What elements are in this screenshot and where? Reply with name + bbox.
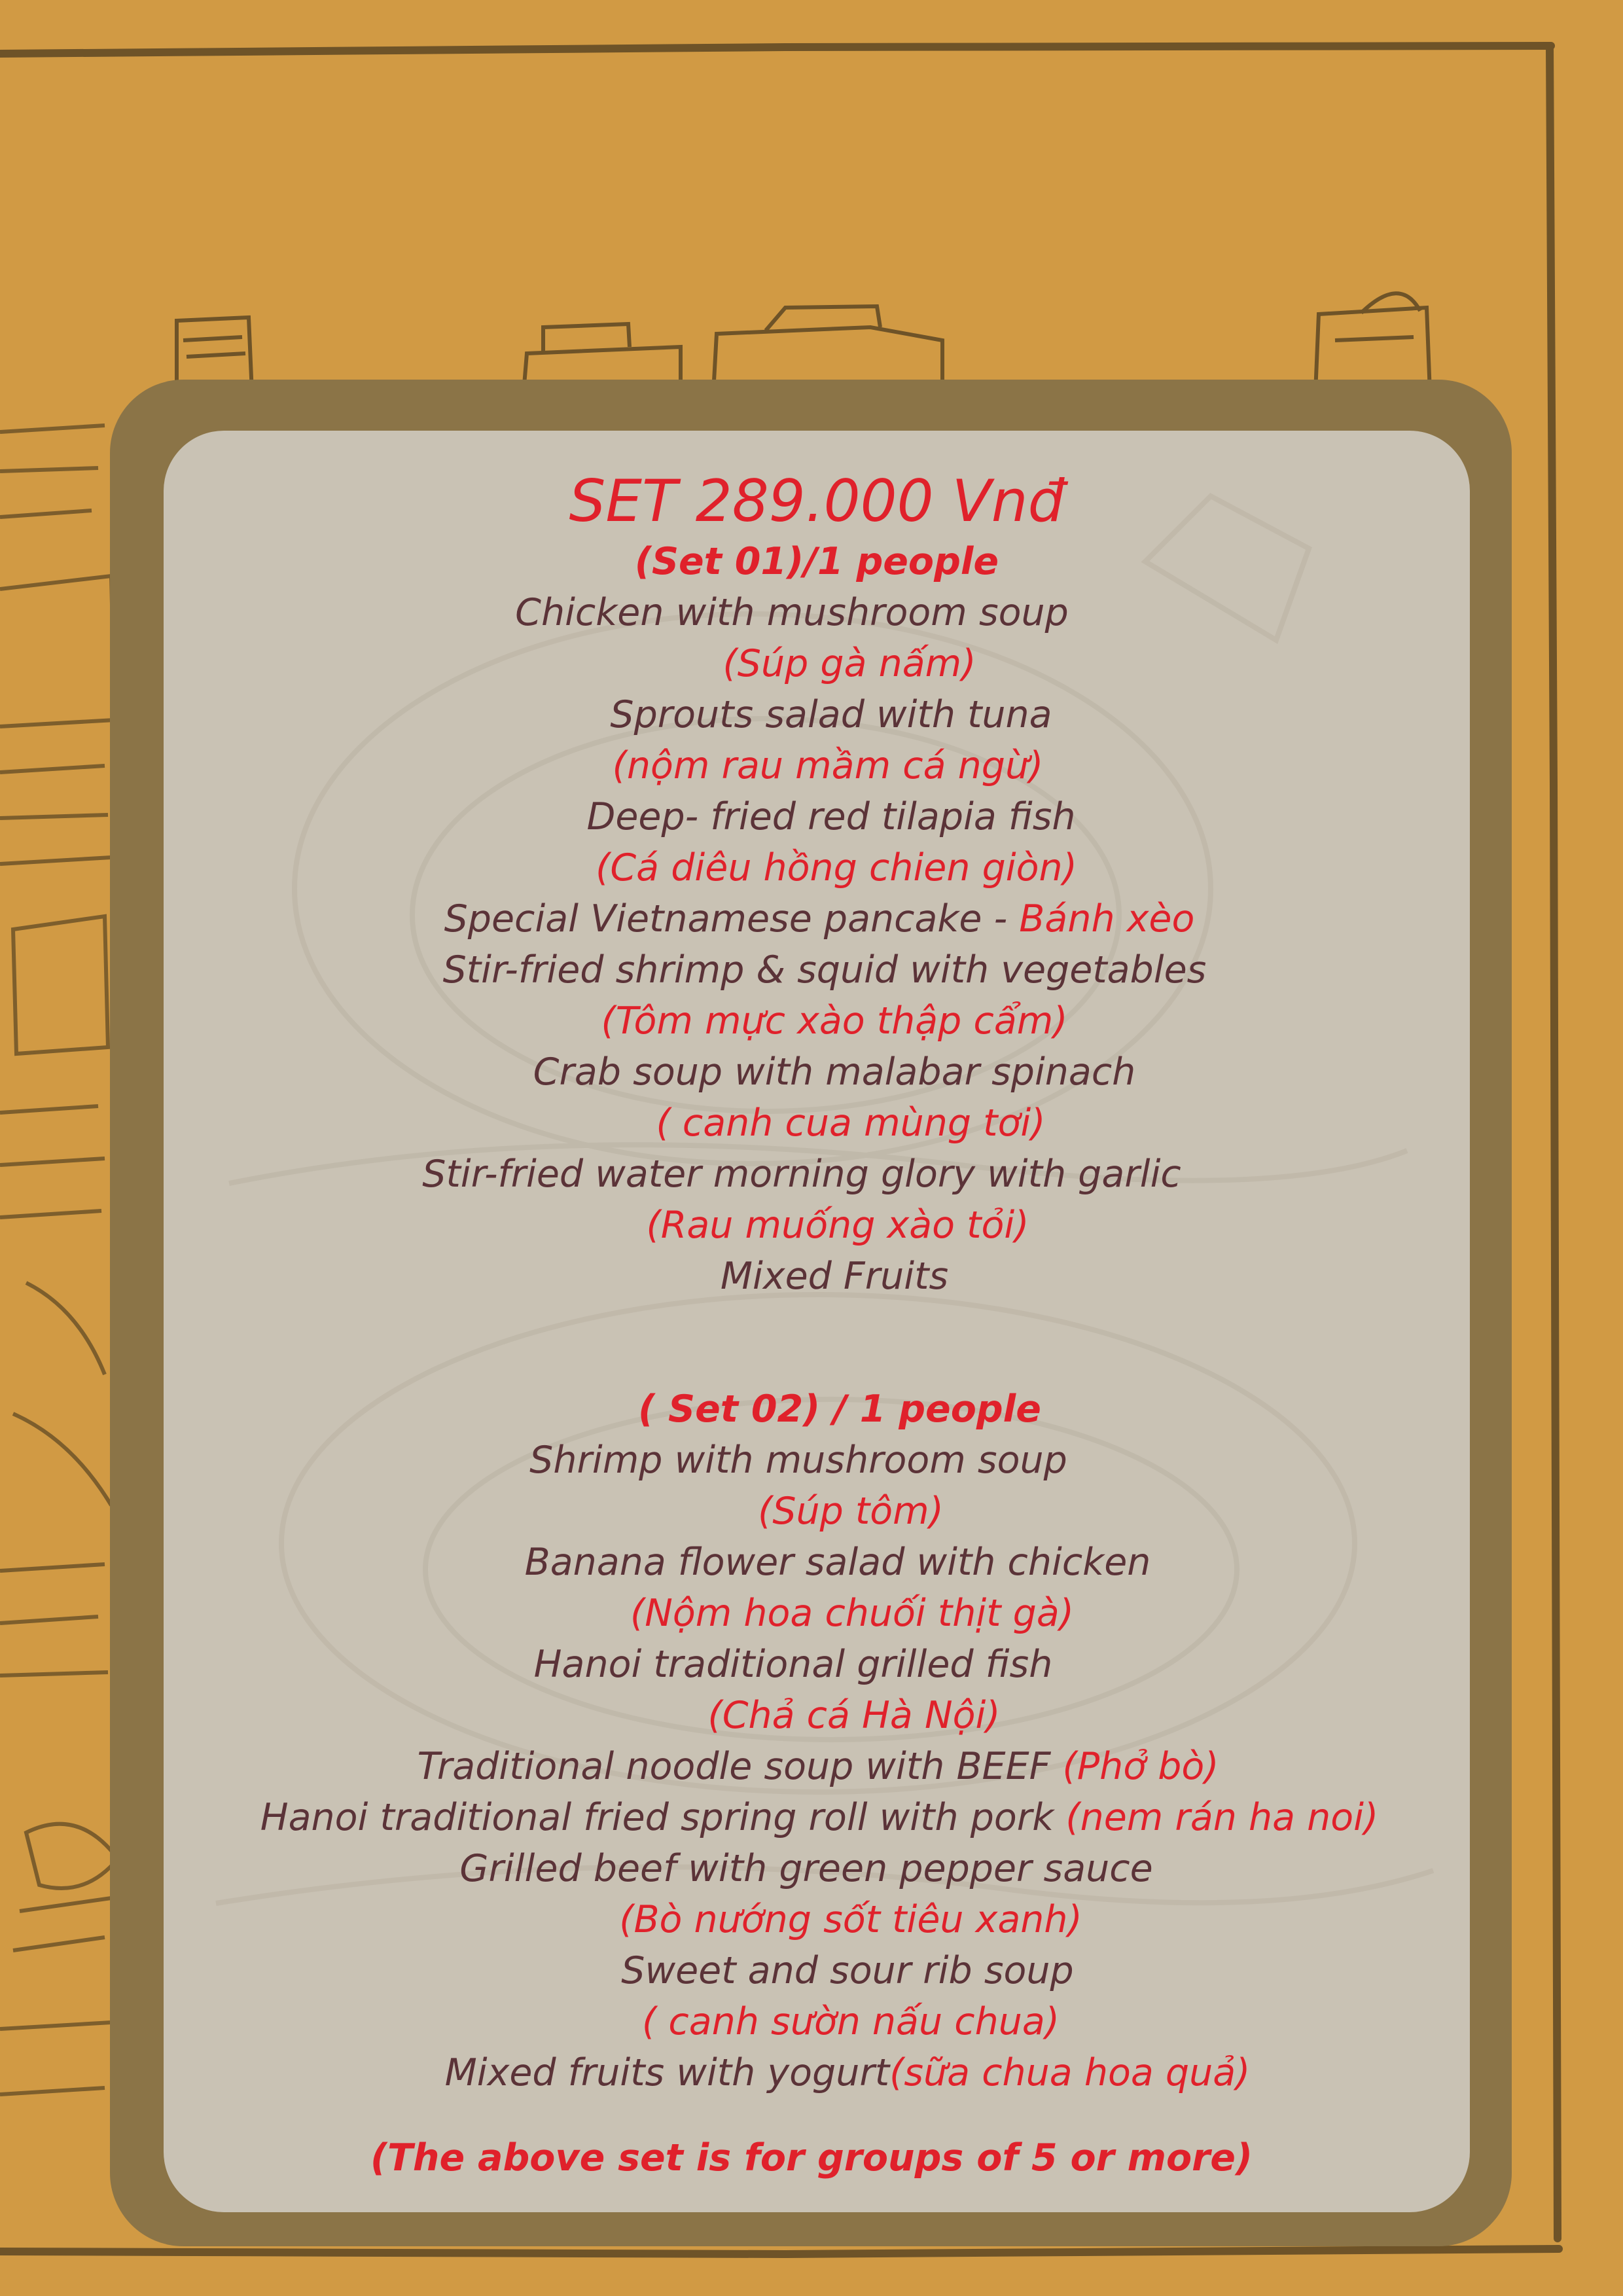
set2-dish-7-vi: ( canh sườn nấu chua) xyxy=(642,2000,1060,2043)
set2-dessert xyxy=(445,2050,1251,2096)
set2-dessert-vi: (sữa chua hoa quả) xyxy=(889,2051,1251,2094)
set2-dish-7: Sweet and sour rib soup xyxy=(621,1949,1074,1992)
set2-pho xyxy=(417,1744,1219,1789)
set2-pho-vi: (Phở bò) xyxy=(1062,1745,1219,1788)
set1-dish-7-vi: (Rau muống xào tỏi) xyxy=(646,1204,1029,1247)
set2-dish-6: Grilled beef with green pepper sauce xyxy=(459,1847,1153,1890)
set2-dish-2: Banana flower salad with chicken xyxy=(524,1541,1151,1584)
set2-pho-en: Traditional noodle soup with BEEF xyxy=(417,1745,1063,1788)
set2-dessert-en: Mixed fruits with yogurt xyxy=(444,2051,890,2094)
set1-dish-7: Stir-fried water morning glory with garlic xyxy=(422,1153,1181,1196)
set1-dish-5-vi: (Tôm mực xào thập cẩm) xyxy=(601,999,1068,1043)
set2-spring-roll xyxy=(260,1795,1379,1840)
set1-dish-1-vi: (Súp gà nấm) xyxy=(722,642,976,685)
set1-dish-2-vi: (nộm rau mầm cá ngừ) xyxy=(612,744,1044,787)
set2-dish-1-vi: (Súp tôm) xyxy=(758,1490,944,1533)
set2-spring-roll-vi: (nem rán ha noi) xyxy=(1065,1796,1379,1839)
set1-dish-2: Sprouts salad with tuna xyxy=(610,693,1052,736)
menu-title: SET 289.000 Vnđ xyxy=(569,467,1065,535)
group-note: (The above set is for groups of 5 or more) xyxy=(370,2136,1253,2179)
set-02-heading: ( Set 02) / 1 people xyxy=(638,1388,1041,1431)
set2-dish-2-vi: (Nộm hoa chuối thịt gà) xyxy=(630,1592,1074,1635)
set2-dish-3-vi: (Chả cá Hà Nội) xyxy=(707,1694,1001,1737)
set2-spring-roll-en: Hanoi traditional fried spring roll with pork xyxy=(260,1796,1066,1839)
set1-pancake-en: Special Vietnamese pancake - xyxy=(444,897,1020,941)
set2-dish-6-vi: (Bò nướng sốt tiêu xanh) xyxy=(619,1898,1082,1941)
menu-content xyxy=(164,431,1470,2212)
set2-dish-3: Hanoi traditional grilled fish xyxy=(533,1643,1053,1686)
set1-dish-1: Chicken with mushroom soup xyxy=(515,591,1069,634)
set-01-heading: (Set 01)/1 people xyxy=(634,540,999,583)
set2-dish-1: Shrimp with mushroom soup xyxy=(529,1439,1067,1482)
set1-dish-6-vi: ( canh cua mùng tơi) xyxy=(656,1102,1046,1145)
set1-dish-6: Crab soup with malabar spinach xyxy=(533,1050,1136,1094)
set1-dish-8: Mixed Fruits xyxy=(720,1255,949,1298)
set1-dish-3-vi: (Cá diêu hồng chien giòn) xyxy=(596,846,1077,889)
set1-dish-5: Stir-fried shrimp & squid with vegetables xyxy=(442,948,1207,992)
set1-pancake xyxy=(444,896,1195,942)
set1-dish-3: Deep- fried red tilapia fish xyxy=(586,795,1076,838)
set1-pancake-vi: Bánh xèo xyxy=(1019,897,1195,941)
